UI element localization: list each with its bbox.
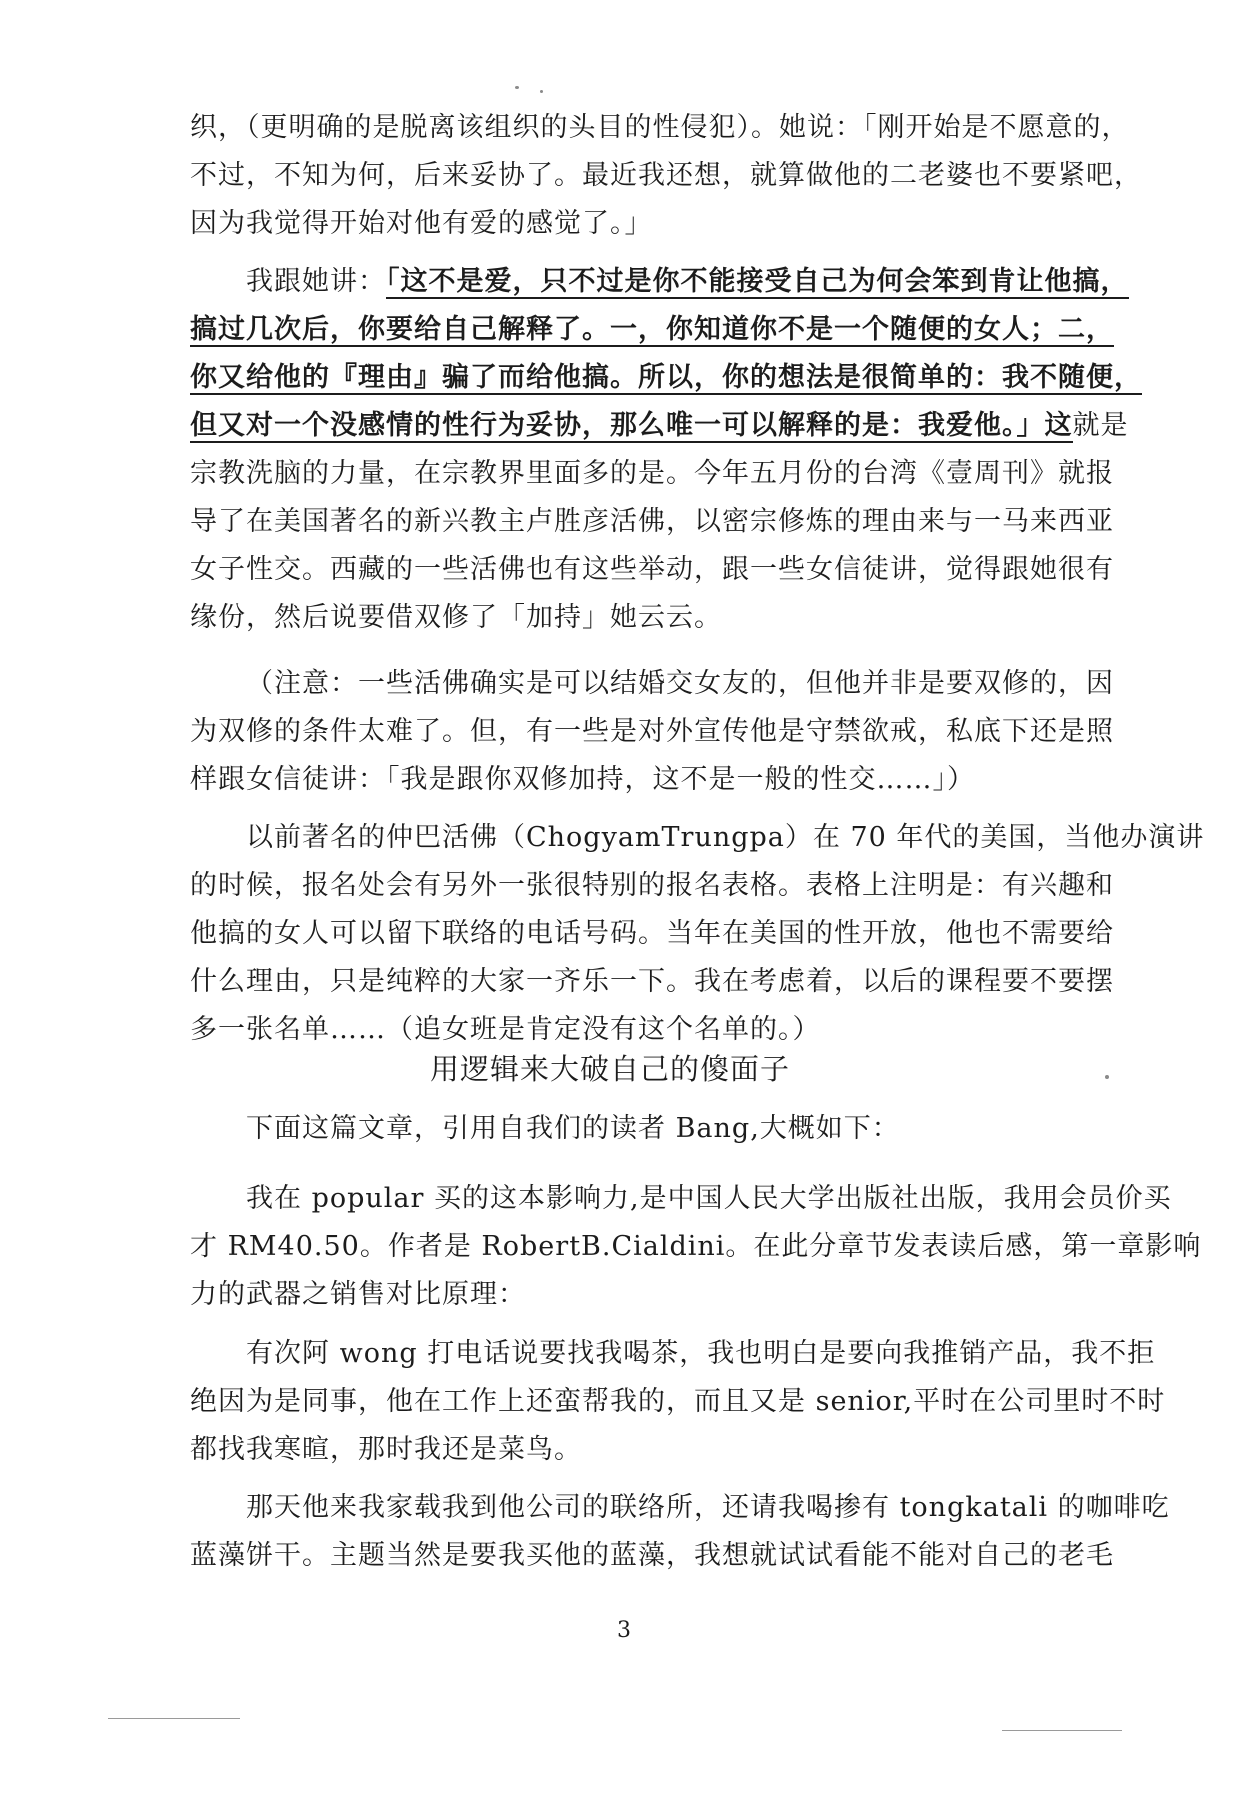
paragraph-3 xyxy=(190,660,1118,804)
text-line: 女子性交。西藏的一些活佛也有这些举动，跟一些女信徒讲，觉得跟她很有 xyxy=(190,554,1114,585)
paragraph-8 xyxy=(190,1484,1170,1580)
paragraph-5 xyxy=(190,1105,1118,1153)
text-line xyxy=(190,258,1129,306)
section-heading: 用逻辑来大破自己的傻面子 xyxy=(430,1052,791,1086)
text-line-content: 下面这篇文章，引用自我们的读者 Bang,大概如下： xyxy=(246,1113,900,1144)
paragraph-intro: 我跟她讲： xyxy=(246,266,386,297)
text-line: 织，（更明确的是脱离该组织的头目的性侵犯）。她说：「刚开始是不愿意的， xyxy=(190,112,1130,143)
text-line: 蓝藻饼干。主题当然是要我买他的蓝藻，我想就试试看能不能对自己的老毛 xyxy=(190,1540,1114,1571)
scan-speck xyxy=(1105,1075,1109,1079)
text-line: 为双修的条件太难了。但，有一些是对外宣传他是守禁欲戒，私底下还是照 xyxy=(190,716,1114,747)
text-line xyxy=(190,1175,1172,1223)
text-line xyxy=(190,402,1129,450)
paragraph-tail: 就是 xyxy=(1072,410,1129,441)
text-line: 绝因为是同事，他在工作上还蛮帮我的，而且又是 senior,平时在公司里时不时 xyxy=(190,1386,1166,1417)
text-line xyxy=(190,306,1118,354)
underlined-quote: 你又给他的『理由』骗了而给他搞。所以，你的想法是很简单的：我不随便， xyxy=(190,362,1142,393)
underlined-quote: 搞过几次后，你要给自己解释了。一，你知道你不是一个随便的女人；二， xyxy=(190,314,1114,345)
text-line: 力的武器之销售对比原理： xyxy=(190,1279,526,1310)
text-line xyxy=(190,1484,1170,1532)
paragraph-7 xyxy=(190,1330,1166,1474)
text-line-content: （注意：一些活佛确实是可以结婚交女友的，但他并非是要双修的，因 xyxy=(246,668,1114,699)
text-line-content: 那天他来我家载我到他公司的联络所，还请我喝掺有 tongkatali 的咖啡吃 xyxy=(246,1492,1170,1523)
text-line: 宗教洗脑的力量，在宗教界里面多的是。今年五月份的台湾《壹周刊》就报 xyxy=(190,458,1114,489)
paragraph-4 xyxy=(190,814,1205,1054)
underlined-quote: 但又对一个没感情的性行为妥协，那么唯一可以解释的是：我爱他。」这 xyxy=(190,410,1073,441)
text-line xyxy=(190,814,1205,862)
text-line xyxy=(190,1330,1156,1378)
paragraph-6 xyxy=(190,1175,1202,1319)
paragraph-2 xyxy=(190,258,1142,642)
text-line xyxy=(190,660,1118,708)
footer-rule-right xyxy=(1002,1730,1122,1731)
text-line xyxy=(190,1105,1118,1153)
text-line: 因为我觉得开始对他有爱的感觉了。」 xyxy=(190,208,653,239)
text-line: 的时候，报名处会有另外一张很特别的报名表格。表格上注明是：有兴趣和 xyxy=(190,870,1114,901)
text-line-content: 以前著名的仲巴活佛（ChogyamTrungpa）在 70 年代的美国，当他办演讲 xyxy=(246,822,1205,853)
text-line: 不过，不知为何，后来妥协了。最近我还想，就算做他的二老婆也不要紧吧， xyxy=(190,160,1142,191)
text-line-content: 有次阿 wong 打电话说要找我喝茶，我也明白是要向我推销产品，我不拒 xyxy=(246,1338,1156,1369)
paragraph-1 xyxy=(190,104,1142,248)
text-line: 多一张名单……（追女班是肯定没有这个名单的。） xyxy=(190,1014,821,1045)
text-line-content: 我在 popular 买的这本影响力,是中国人民大学出版社出版，我用会员价买 xyxy=(246,1183,1172,1214)
text-line: 才 RM40.50。作者是 RobertB.Cialdini。在此分章节发表读后感，第一章影响 xyxy=(190,1231,1202,1262)
page-number: 3 xyxy=(617,1618,631,1643)
scan-speck xyxy=(540,90,543,93)
scan-speck xyxy=(515,86,519,89)
text-line: 他搞的女人可以留下联络的电话号码。当年在美国的性开放，他也不需要给 xyxy=(190,918,1114,949)
underlined-quote: 「这不是爱，只不过是你不能接受自己为何会笨到肯让他搞， xyxy=(386,266,1129,297)
text-line: 什么理由，只是纯粹的大家一齐乐一下。我在考虑着，以后的课程要不要摆 xyxy=(190,966,1114,997)
text-line: 导了在美国著名的新兴教主卢胜彦活佛，以密宗修炼的理由来与一马来西亚 xyxy=(190,506,1114,537)
text-line xyxy=(190,354,1142,402)
text-line: 样跟女信徒讲：「我是跟你双修加持，这不是一般的性交……」） xyxy=(190,764,975,795)
text-line: 缘份，然后说要借双修了「加持」她云云。 xyxy=(190,602,722,633)
text-line: 都找我寒暄，那时我还是菜鸟。 xyxy=(190,1434,582,1465)
footer-rule-left xyxy=(108,1718,240,1719)
